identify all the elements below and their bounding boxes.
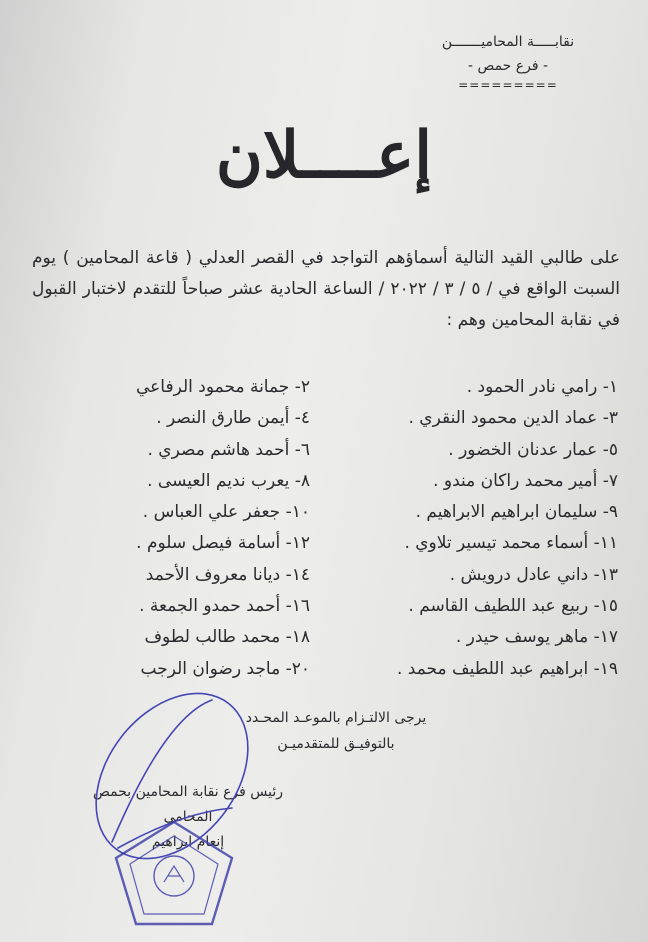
candidate-name: ٥- عمار عدنان الخضور . [448,439,618,460]
candidate-name: ١١- أسماء محمد تيسير تلاوي . [404,533,618,554]
candidate-name: ٢٠- ماجد رضوان الرجب [140,658,310,679]
signature-role: المحامي [163,809,213,825]
candidate-name: ٦- أحمد هاشم مصري . [147,439,310,460]
candidate-list [38,372,618,685]
closing-line-2: بالتوفيـق للمتقدميـن [277,736,395,752]
candidate-name: ١٠- جعفر علي العباس . [142,502,310,523]
signature-title: رئيس فرع نقابة المحامين بحمص [92,784,284,800]
candidate-name: ٣- عماد الدين محمود النقري . [408,408,618,429]
candidate-name: ١٤- ديانا معروف الأحمد [145,564,310,585]
letterhead-org: نقابـــــة المحاميـــــــن [441,34,575,50]
closing-remarks [216,705,456,757]
letterhead-branch: - فرع حمص - [467,58,549,74]
candidate-name: ١٩- ابراهيم عبد اللطيف محمد . [396,658,618,679]
candidate-name: ٩- سليمان ابراهيم الابراهيم . [415,502,618,523]
signature-name: إنعام ابراهيم [151,834,225,850]
candidate-name: ٧- أمير محمد راكان مندو . [433,470,618,491]
candidate-name: ٢- جمانة محمود الرفاعي [135,377,310,397]
candidate-name: ١٣- داني عادل درويش . [449,564,618,585]
candidate-name: ١٨- محمد طالب لطوف [144,627,310,648]
candidate-name: ١٦- أحمد حمدو الجمعة . [139,596,310,617]
candidate-name: ٤- أيمن طارق النصر . [156,408,310,429]
signature-block [58,780,318,855]
closing-line-1: يرجى الالتـزام بالموعـد المحـدد [245,710,427,726]
candidate-name: ١٥- ربيع عبد اللطيف القاسم . [408,596,618,617]
candidate-name: ٨- يعرب نديم العيسى . [147,470,310,491]
letterhead-rule: ========= [458,78,558,92]
candidate-name: ١- رامي نادر الحمود . [466,377,618,397]
candidate-name: ١٧- ماهر يوسف حيدر . [455,627,618,648]
announcement-intro: على طالبي القيد التالية أسماؤهم التواجد في القصر العدلي ( قاعة المحامين ) يوم السبت الواقع في / ٥ / ٣ / ٢٠٢٢ / الساعة الحادية عشر صباحاً للتقدم لاختبار القبول في نقابة المحامين وهم : [32,248,620,330]
candidate-name: ١٢- أسامة فيصل سلوم . [136,533,310,554]
announcement-title: إعــــلان [215,118,433,193]
letterhead [408,30,608,92]
